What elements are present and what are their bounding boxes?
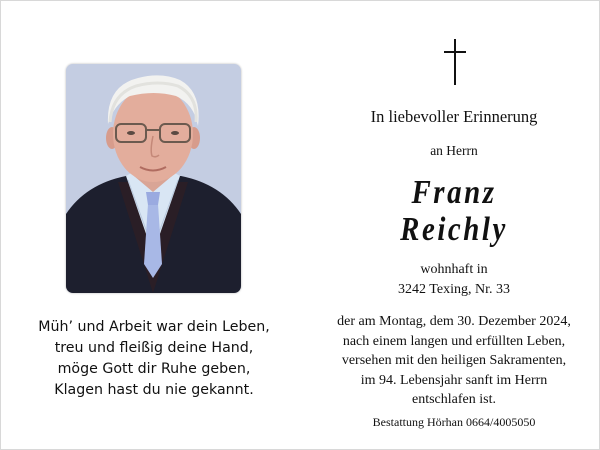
- undertaker-contact: Bestattung Hörhan 0664/4005050: [372, 415, 536, 429]
- cross-icon: [444, 39, 466, 85]
- last-name: Reichly: [400, 211, 508, 248]
- death-notice: [304, 312, 600, 410]
- death-notice-line: der am Montag, dem 30. Dezember 2024,: [337, 314, 571, 329]
- verse-line: möge Gott dir Ruhe geben,: [57, 361, 251, 377]
- death-notice-line: versehen mit den heiligen Sakramenten,: [341, 353, 567, 368]
- portrait-photo: [66, 64, 241, 293]
- verse-line: Klagen hast du nie gekannt.: [54, 382, 254, 398]
- residence-block: [304, 260, 600, 300]
- verse-line: Müh’ und Arbeit war dein Leben,: [38, 319, 270, 335]
- portrait-illustration: [66, 64, 241, 293]
- residence-label: wohnhaft in: [420, 262, 488, 277]
- death-notice-line: im 94. Lebensjahr sanft im Herrn: [360, 372, 548, 388]
- death-notice-line: nach einem langen und erfüllten Leben,: [342, 333, 566, 349]
- residence-address: 3242 Texing, Nr. 33: [398, 282, 510, 297]
- verse-line: treu und fleißig deine Hand,: [54, 340, 254, 356]
- memorial-verse: [19, 317, 289, 401]
- death-notice-line: entschlafen ist.: [412, 392, 496, 407]
- salutation: an Herrn: [430, 143, 478, 158]
- intro-line: In liebevoller Erinnerung: [370, 107, 538, 126]
- first-name: Franz: [411, 174, 497, 211]
